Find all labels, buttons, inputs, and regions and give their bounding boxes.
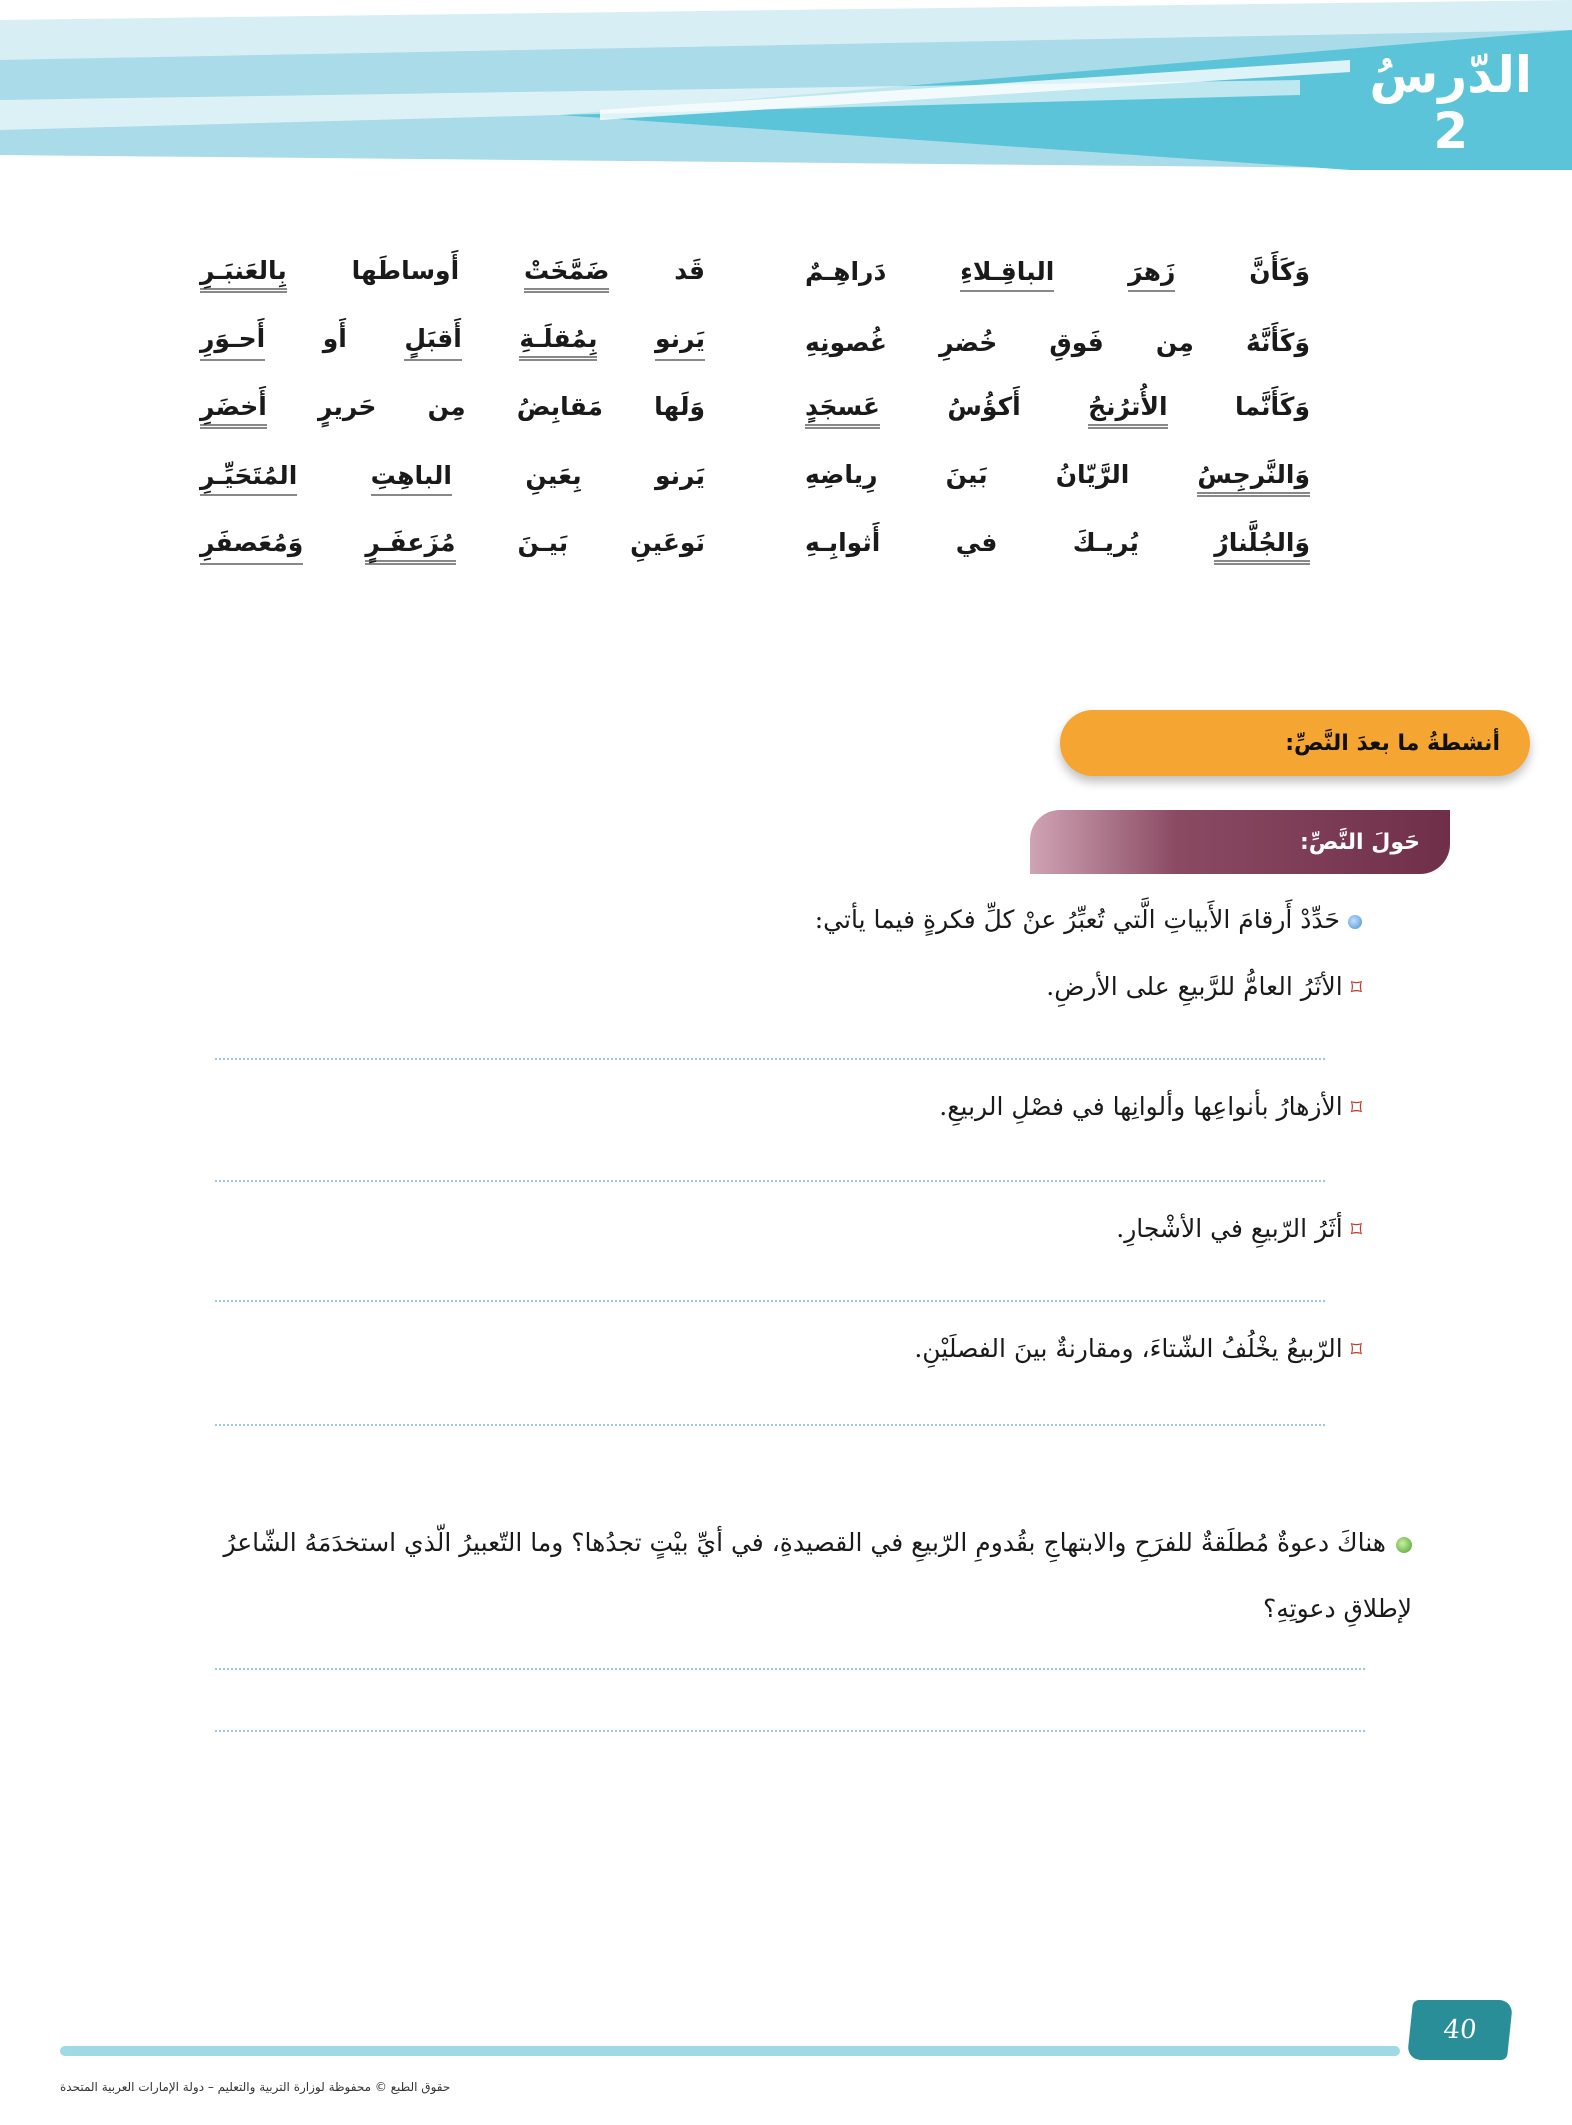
poem-verse — [200, 308, 1310, 376]
poem-word: بَيـنَ — [517, 527, 569, 557]
answer-line[interactable] — [215, 1058, 1325, 1060]
poem-word: مَقابِضُ — [516, 391, 604, 421]
activities-heading-label: أنشطةُ ما بعدَ النَّصِّ: — [1285, 730, 1500, 756]
poem-word: وَلَها — [654, 391, 705, 421]
idea-item-text: الرّبيعُ يخْلُفُ الشّتاءَ، ومقارنةٌ بينَ الفصلَيْنِ. — [914, 1334, 1343, 1363]
question-2 — [162, 1510, 1412, 1642]
poem — [200, 240, 1310, 580]
poem-word: وَكَأَنَّما — [1235, 391, 1310, 421]
poem-word: أَو — [322, 323, 347, 353]
bullet-icon — [1348, 915, 1362, 929]
poem-word: الباهِتِ — [371, 461, 452, 496]
poem-word: أَخضَرِ — [200, 392, 267, 429]
poem-word: أَوساطَها — [351, 255, 460, 285]
idea-item — [939, 1092, 1362, 1121]
answer-line[interactable] — [215, 1668, 1365, 1670]
about-text-heading — [1030, 810, 1450, 874]
poem-word: زَهرَ — [1128, 257, 1175, 292]
verse-first-half — [805, 257, 1310, 292]
question-1-text: حَدِّدْ أَرقامَ الأَبياتِ الَّتي تُعبِّرُ عنْ كلِّ فكرةٍ فيما يأتي: — [814, 905, 1340, 934]
lesson-word: الدّرسُ — [1369, 46, 1532, 104]
poem-word: الرَّيّانُ — [1055, 459, 1130, 489]
activities-heading — [1060, 710, 1530, 776]
bullet-icon — [1396, 1537, 1412, 1553]
verse-second-half — [200, 256, 705, 293]
poem-word: بِعَينِ — [525, 460, 582, 490]
verse-second-half — [200, 461, 705, 496]
poem-word: رِياضِهِ — [805, 459, 878, 489]
poem-word: بِالعَنبَـرِ — [200, 256, 287, 293]
poem-word: ضَمَّخَتْ — [524, 256, 609, 293]
item-marker-icon: ⌑ — [1350, 976, 1362, 1001]
poem-word: في — [955, 527, 998, 557]
poem-word: أَقبَلٍ — [404, 324, 461, 361]
idea-item — [1046, 972, 1362, 1001]
item-marker-icon: ⌑ — [1350, 1218, 1362, 1243]
idea-item — [1116, 1214, 1362, 1243]
poem-word: بَينَ — [945, 459, 988, 489]
verse-first-half — [805, 528, 1310, 565]
answer-line[interactable] — [215, 1180, 1325, 1182]
footer-bar — [60, 2046, 1400, 2056]
verse-first-half — [805, 392, 1310, 429]
question-1 — [815, 905, 1362, 934]
poem-word: وَالجُلَّنارُ — [1214, 528, 1310, 565]
poem-word: يَرنو — [655, 324, 705, 361]
poem-verse — [200, 240, 1310, 308]
poem-word: غُصونِهِ — [805, 327, 887, 357]
copyright-footer: حقوق الطبع © محفوظة لوزارة التربية والتعليم – دولة الإمارات العربية المتحدة — [60, 2080, 451, 2094]
poem-word: وَالنَّرجِسُ — [1197, 460, 1310, 497]
poem-verse — [200, 444, 1310, 512]
about-text-label: حَولَ النَّصِّ: — [1300, 829, 1420, 855]
verse-first-half — [805, 328, 1310, 357]
poem-word: فَوقِ — [1049, 327, 1104, 357]
poem-word: المُتَحَيِّـرِ — [200, 461, 297, 496]
poem-word: نَوعَينِ — [630, 527, 705, 557]
lesson-heading — [1369, 46, 1532, 160]
item-marker-icon: ⌑ — [1350, 1096, 1362, 1121]
poem-word: حَريرٍ — [317, 391, 377, 421]
poem-word: وَكَأَنَّهُ — [1245, 327, 1310, 357]
answer-line[interactable] — [215, 1300, 1325, 1302]
idea-item — [914, 1334, 1362, 1363]
poem-word: أَثوابِـهِ — [805, 527, 881, 557]
poem-word: يُريـكَ — [1072, 527, 1139, 557]
idea-item-text: أثَرُ الرّبيعِ في الأشْجارِ. — [1116, 1214, 1343, 1243]
poem-verse — [200, 512, 1310, 580]
poem-word: عَسجَدٍ — [805, 392, 880, 429]
question-2-text: هناكَ دعوةٌ مُطلَقةٌ للفرَحِ والابتهاجِ بقُدومِ الرّبيعِ في القصيدةِ، في أيِّ بيْتٍ تجدُها؟ وما التّعبيرُ الّذي استخدَمَهُ الشّاعرُ لإطلاقِ دعوتِهِ؟ — [223, 1528, 1412, 1623]
poem-word: خُضرِ — [939, 327, 998, 357]
answer-line[interactable] — [215, 1424, 1325, 1426]
poem-word: دَراهِـمٌ — [805, 256, 887, 286]
poem-word: وَكَأَنَّ — [1249, 256, 1310, 286]
poem-word: أَحـوَرِ — [200, 324, 265, 361]
poem-word: مِن — [427, 391, 466, 421]
page-number — [1407, 2000, 1513, 2060]
poem-word: الباقِـلاءِ — [960, 257, 1054, 292]
lesson-number: 2 — [1433, 102, 1469, 160]
poem-word: قَد — [674, 255, 705, 285]
verse-second-half — [200, 528, 705, 565]
answer-line[interactable] — [215, 1730, 1365, 1732]
verse-first-half — [805, 460, 1310, 497]
item-marker-icon: ⌑ — [1350, 1338, 1362, 1363]
poem-word: أَكؤُسُ — [947, 391, 1021, 421]
idea-item-text: الأثَرُ العامُّ للرَّبيعِ على الأرضِ. — [1046, 972, 1343, 1001]
idea-item-text: الأزهارُ بأنواعِها وألوانِها في فصْلِ الربيعِ. — [939, 1092, 1343, 1121]
poem-word: الأُترُنجُ — [1088, 392, 1168, 429]
verse-second-half — [200, 324, 705, 361]
poem-word: بِمُقلَـةِ — [519, 324, 597, 361]
poem-word: مُزَعفَـرٍ — [365, 528, 455, 565]
poem-word: مِن — [1155, 327, 1194, 357]
poem-word: يَرنو — [655, 460, 705, 490]
poem-verse — [200, 376, 1310, 444]
verse-second-half — [200, 392, 705, 429]
page-number-text: 40 — [1441, 2015, 1479, 2045]
lesson-banner — [0, 0, 1572, 200]
poem-word: وَمُعَصفَرِ — [200, 528, 303, 565]
